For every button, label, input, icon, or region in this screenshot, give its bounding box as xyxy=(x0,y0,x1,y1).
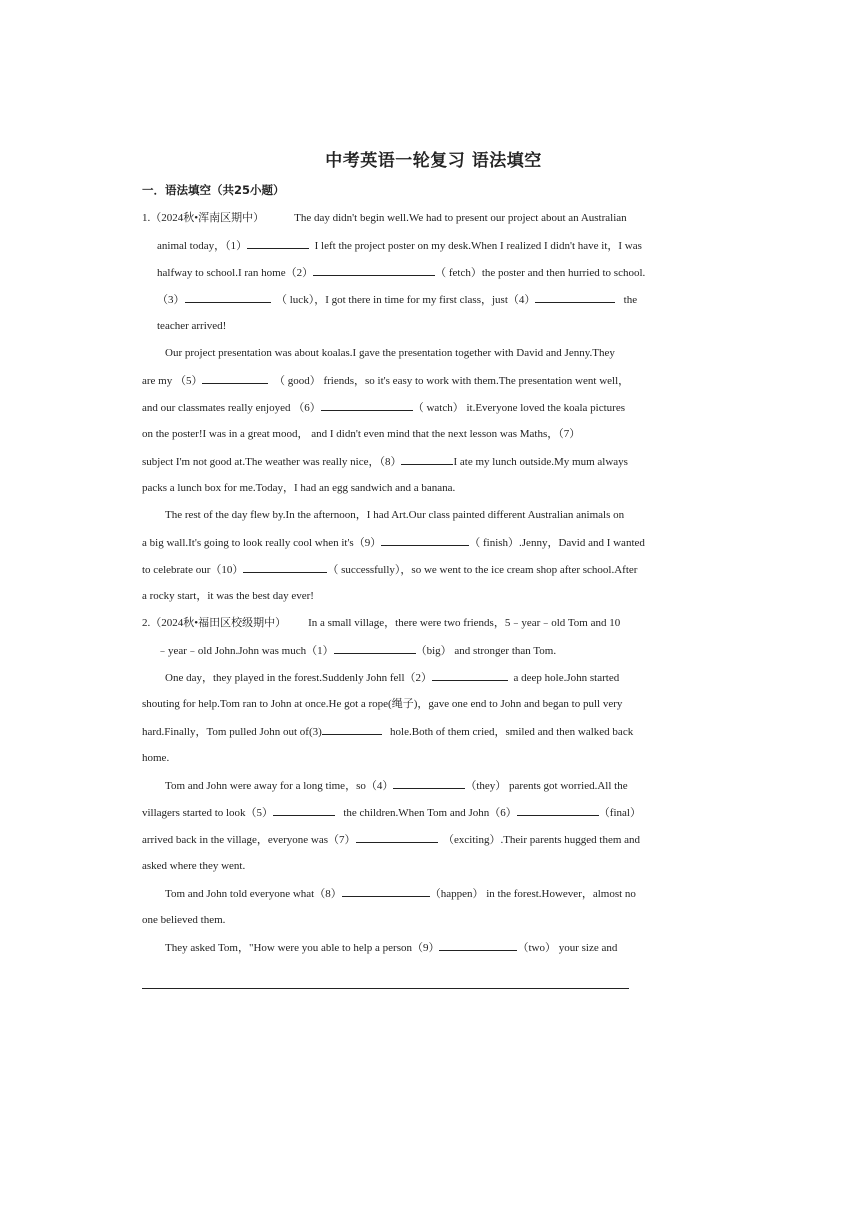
answer-blank[interactable] xyxy=(334,643,416,654)
answer-blank[interactable] xyxy=(439,940,517,951)
q1-line-7: are my （5） （ good） friends，so it's easy to work with them.The presentation went well， xyxy=(142,375,630,387)
q2-line-12: one believed them. xyxy=(142,914,226,926)
q2-line-11: Tom and John told everyone what（8） （happen） in the forest.However，almost no xyxy=(165,888,636,900)
q1-line-4: （3） （ luck），I got there in time for my first class，just（4） the xyxy=(157,294,638,306)
q1-line-5: teacher arrived! xyxy=(157,320,227,332)
q1-line-11: packs a lunch box for me.Today，I had an egg sandwich and a banana. xyxy=(142,482,456,494)
q1-line-2: animal today，（1） I left the project poster on my desk.When I realized I didn't have it，I was xyxy=(157,240,642,252)
q2-line-6: home. xyxy=(142,752,170,764)
answer-blank[interactable] xyxy=(342,886,430,897)
page-title: 中考英语一轮复习 语法填空 xyxy=(325,151,542,171)
q2-line-2: ﹣year﹣old John.John was much（1） （big） and stronger than Tom. xyxy=(157,645,557,657)
q1-line-12: The rest of the day flew by.In the afternoon，I had Art.Our class painted different Australian animals on xyxy=(165,509,625,521)
answer-blank[interactable] xyxy=(321,400,413,411)
answer-blank[interactable] xyxy=(401,454,453,465)
answer-blank[interactable] xyxy=(381,535,469,546)
answer-blank[interactable] xyxy=(243,562,327,573)
q1-line-6: Our project presentation was about koalas.I gave the presentation together with David and Jenny.They xyxy=(165,347,615,359)
q1-line-10: subject I'm not good at.The weather was really nice，（8） I ate my lunch outside.My mum always xyxy=(142,456,628,468)
q2-line-10: asked where they went. xyxy=(142,860,246,872)
answer-blank[interactable] xyxy=(393,778,465,789)
q1-line-9: on the poster!I was in a great mood， and I didn't even mind that the next lesson was Maths，（7） xyxy=(142,428,581,440)
q1-line-8: and our classmates really enjoyed （6） （ watch） it.Everyone loved the koala pictures xyxy=(142,402,625,414)
answer-blank[interactable] xyxy=(517,805,599,816)
answer-blank[interactable] xyxy=(432,670,508,681)
answer-blank[interactable] xyxy=(202,373,268,384)
q2-line-5: hard.Finally，Tom pulled John out of(3) hole.Both of them cried，smiled and then walked back xyxy=(142,726,634,738)
answer-blank[interactable] xyxy=(313,265,435,276)
q2-line-9: arrived back in the village，everyone was（7） （exciting）.Their parents hugged them and xyxy=(142,834,641,846)
q1-line-3: halfway to school.I ran home（2） （ fetch）the poster and then hurried to school. xyxy=(157,267,646,279)
answer-blank[interactable] xyxy=(185,292,271,303)
answer-blank[interactable] xyxy=(356,832,438,843)
footer-divider xyxy=(142,988,629,989)
q1-line-15: a rocky start，it was the best day ever! xyxy=(142,590,314,602)
q2-line-7: Tom and John were away for a long time，so（4） （they） parents got worried.All the xyxy=(165,780,628,792)
answer-blank[interactable] xyxy=(322,724,382,735)
answer-blank[interactable] xyxy=(247,238,309,249)
q2-line-13: They asked Tom，"How were you able to help a person（9） （two） your size and xyxy=(165,942,618,954)
section-heading: 一．语法填空（共25小题） xyxy=(142,183,285,197)
q1-line-14: to celebrate our（10） （ successfully），so we went to the ice cream shop after school.After xyxy=(142,564,638,576)
q2-line-8: villagers started to look（5） the children.When Tom and John（6） （final） xyxy=(142,807,641,819)
answer-blank[interactable] xyxy=(273,805,335,816)
q2-line-4: shouting for help.Tom ran to John at once.He got a rope(绳子)，gave one end to John and began to pull very xyxy=(142,698,623,710)
q1-line-1: 1.（2024秋•浑南区期中） The day didn't begin well.We had to present our project about an Australian xyxy=(142,212,627,224)
q2-line-1: 2.（2024秋•福田区校级期中） In a small village，there were two friends，5﹣year﹣old Tom and 10 xyxy=(142,617,621,629)
q2-line-3: One day，they played in the forest.Suddenly John fell（2） a deep hole.John started xyxy=(165,672,620,684)
answer-blank[interactable] xyxy=(535,292,615,303)
q1-line-13: a big wall.It's going to look really cool when it's（9） （ finish）.Jenny，David and I wanted xyxy=(142,537,645,549)
